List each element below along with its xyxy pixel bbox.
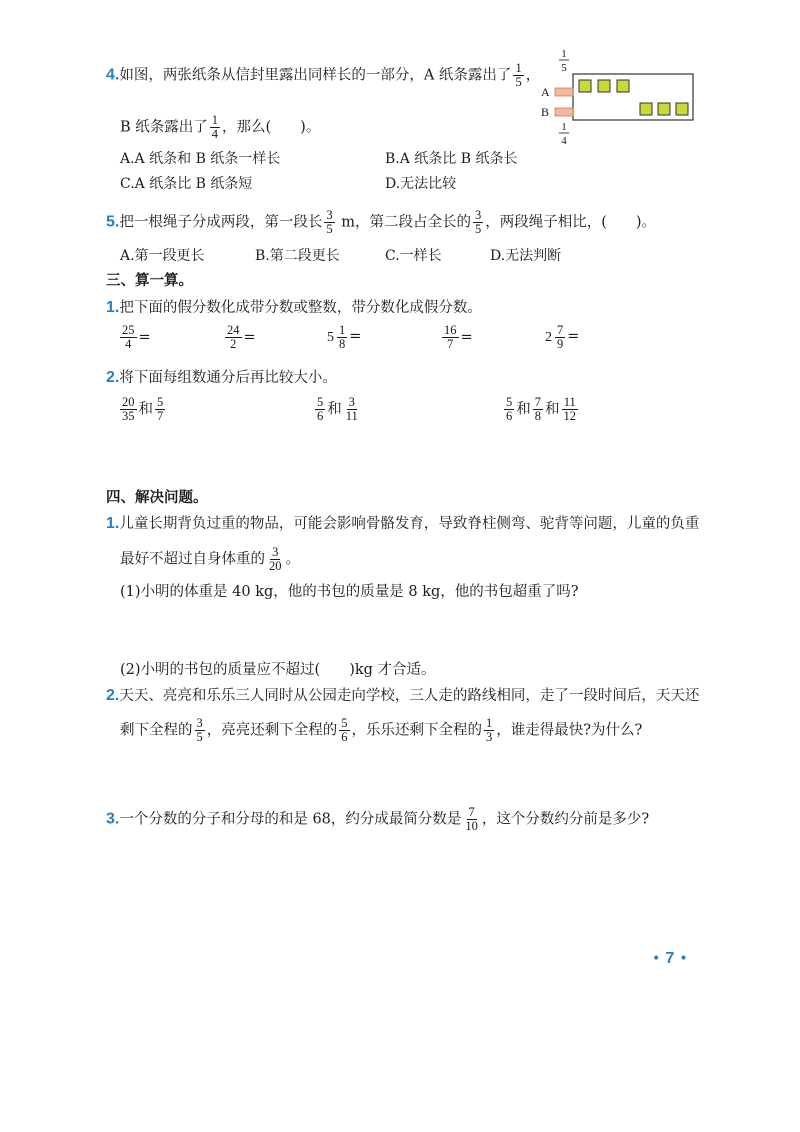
s4-q2-line2: 剩下全程的 $\frac{3}{5}$ ，亮亮还剩下全程的 $\frac{5}{6}$ ，乐乐还剩下全程的 $\frac{1}{3}$ ，谁走得最快?为什么? bbox=[120, 716, 643, 744]
s4-q1-sub1: (1)小明的体重是 40 kg，他的书包的质量是 8 kg，他的书包超重了吗? bbox=[120, 584, 579, 600]
s4-q1-sub2: (2)小明的书包的质量应不超过( )kg 才合适。 bbox=[120, 662, 436, 678]
q4-text-2b: ，那么( )。 bbox=[222, 119, 321, 136]
q4-line2 bbox=[120, 114, 320, 141]
s4-q2-line1 bbox=[106, 686, 699, 706]
s3-q2-number: 2. bbox=[106, 369, 120, 386]
s3-q2-group-3: $\frac{5}{6}$ 和 $\frac{7}{8}$ 和 $\frac{11}{12}$ bbox=[506, 395, 576, 423]
q5-text-2: m，第二段占全长的 bbox=[336, 214, 471, 231]
s4-q1-text-2: 最好不超过自身体重的 bbox=[120, 551, 265, 568]
s3-q2-line bbox=[106, 368, 337, 388]
s3-q1-item-4: $\frac{16}{7}$ = bbox=[444, 323, 473, 351]
q4-text-1: 如图，两张纸条从信封里露出同样长的一部分，A 纸条露出了 bbox=[119, 67, 512, 84]
section4-title: 四、解决问题。 bbox=[106, 490, 208, 506]
q5-number: 5. bbox=[106, 213, 120, 231]
s4-q1-line2: 最好不超过自身体重的 $\frac{3}{20}$ 。 bbox=[120, 545, 300, 573]
q4-number: 4. bbox=[106, 66, 120, 84]
s4-q1-fraction: $\frac{3}{20}$ bbox=[269, 545, 282, 573]
envelope-figure bbox=[535, 46, 705, 148]
s3-q1-line bbox=[106, 298, 482, 318]
s3-q2-group-1: $\frac{20}{35}$ 和 $\frac{5}{7}$ bbox=[122, 395, 164, 423]
q4-fraction-a: $\frac{1}{5}$ bbox=[515, 61, 522, 89]
q4-option-b: B.A 纸条比 B 纸条长 bbox=[385, 151, 518, 167]
s3-q1-item-3: 5 $\frac{1}{8}$ = bbox=[327, 323, 362, 351]
s4-q3-number: 3. bbox=[106, 810, 120, 828]
s3-q1-item-5: 2 $\frac{7}{9}$ = bbox=[545, 323, 580, 351]
strip-a-squares bbox=[579, 80, 629, 92]
q4-option-d: D.无法比较 bbox=[385, 176, 457, 192]
page-number-text: 7 bbox=[665, 950, 675, 967]
q4-fraction-b: $\frac{1}{4}$ bbox=[211, 113, 219, 141]
s4-q3-line bbox=[106, 806, 649, 833]
s4-q1-number: 1. bbox=[106, 515, 120, 532]
s4-q3-text-2: ，这个分数约分前是多少? bbox=[481, 811, 650, 828]
q5-option-a: A.第一段更长 bbox=[120, 248, 205, 264]
s3-q1-text: 把下面的假分数化成带分数或整数，带分数化成假分数。 bbox=[119, 300, 482, 316]
q4-option-c: C.A 纸条比 B 纸条短 bbox=[120, 176, 253, 192]
q5-option-c: C.一样长 bbox=[385, 248, 442, 264]
q5-option-b: B.第二段更长 bbox=[255, 248, 340, 264]
s3-q1-number: 1. bbox=[106, 299, 120, 316]
fig-bottom-frac-n: 1 bbox=[561, 121, 567, 133]
q4-text-2a: B 纸条露出了 bbox=[120, 119, 208, 136]
s4-q1-text-1: 儿童长期背负过重的物品，可能会影响骨骼发育，导致脊柱侧弯、驼背等问题，儿童的负重 bbox=[119, 516, 700, 532]
fig-top-frac-n: 1 bbox=[561, 48, 567, 60]
s4-q3-fraction: $\frac{7}{10}$ bbox=[465, 805, 478, 833]
q5-fraction-2: $\frac{3}{5}$ bbox=[474, 208, 482, 236]
s3-q1-item-2: $\frac{24}{2}$ = bbox=[227, 323, 256, 351]
strip-b-squares bbox=[640, 103, 688, 115]
s3-q2-group-2: $\frac{5}{6}$ 和 $\frac{3}{11}$ bbox=[317, 395, 358, 423]
q4-comma: ， bbox=[525, 67, 541, 84]
label-b: B bbox=[541, 105, 550, 119]
label-a: A bbox=[541, 85, 550, 99]
s3-q2-text: 将下面每组数通分后再比较大小。 bbox=[119, 370, 337, 386]
s3-q1-item-1: $\frac{25}{4}$ = bbox=[122, 323, 151, 351]
s4-q3-text-1: 一个分数的分子和分母的和是 68，约分成最简分数是 bbox=[119, 811, 462, 828]
page-number: • 7 • bbox=[652, 950, 688, 967]
s4-q2-text-1: 天天、亮亮和乐乐三人同时从公园走向学校，三人走的路线相同，走了一段时间后，天天还 bbox=[119, 688, 700, 704]
section3-title: 三、算一算。 bbox=[106, 273, 193, 289]
strip-b bbox=[555, 108, 573, 116]
strip-a bbox=[555, 88, 573, 96]
q5-text-3: ，两段绳子相比，( )。 bbox=[485, 214, 657, 231]
q5-fraction-1: $\frac{3}{5}$ bbox=[326, 208, 333, 236]
q5-text-1: 把一根绳子分成两段，第一段长 bbox=[119, 214, 323, 231]
q4-line1 bbox=[106, 62, 540, 89]
fig-bottom-frac-d: 4 bbox=[561, 135, 567, 147]
q4-option-a: A.A 纸条和 B 纸条一样长 bbox=[120, 151, 281, 167]
s4-q2-number: 2. bbox=[106, 687, 120, 704]
q5-option-d: D.无法判断 bbox=[490, 248, 562, 264]
q5-line bbox=[106, 209, 656, 236]
s4-q1-line1 bbox=[106, 514, 699, 534]
fig-top-frac-d: 5 bbox=[561, 62, 567, 74]
